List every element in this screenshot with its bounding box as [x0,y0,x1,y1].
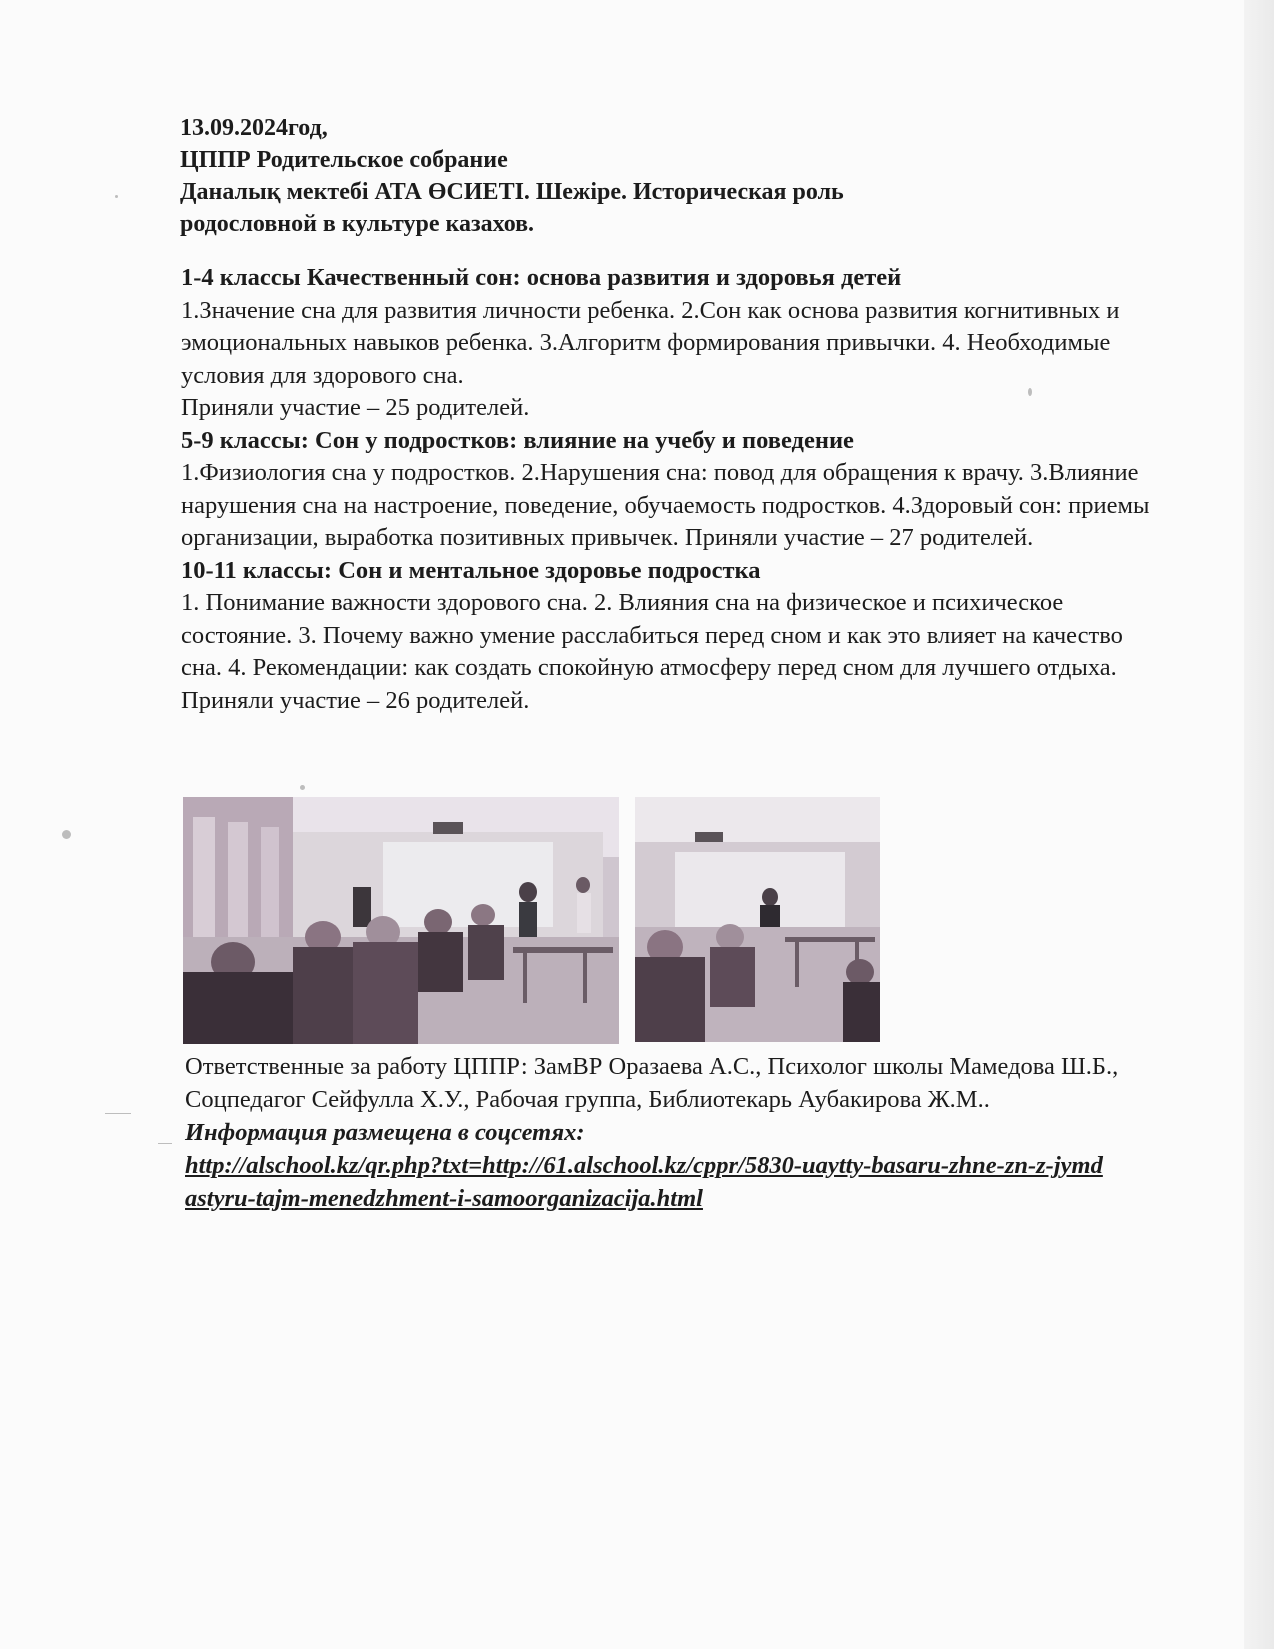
section-text-grades-5-9: 1.Физиология сна у подростков. 2.Нарушения сна: повод для обращения к врачу. 3.Влияние нарушения сна на настроение, поведение, обучаемость подростков. 4.Здоровый сон: приемы организации, выработка позитивных привычек. Приняли участие – 27 родителей. [181,459,1150,551]
section-title-grades-1-4: 1-4 классы Качественный сон: основа развития и здоровья детей [181,264,902,291]
scan-speck [105,1113,131,1114]
section-title-grades-5-9: 5-9 классы: Сон у подростков: влияние на учебу и поведение [181,426,854,454]
social-info-label: Информация размещена в соцсетях: [185,1119,585,1146]
scan-speck [115,195,118,198]
document-date: 13.09.2024год, [180,115,328,141]
meeting-photo-1 [183,797,619,1044]
document-header [180,112,1080,240]
report-footer [185,1050,1145,1215]
responsible-persons: Ответственные за работу ЦППР: ЗамВР Оразаева А.С., Психолог школы Мамедова Ш.Б., Соцпедагог Сейфулла Х.У., Рабочая группа, Библиотекарь Аубакирова Ж.М.. [185,1053,1119,1113]
document-topic-line-2: родословной в культуре казахов. [180,211,535,237]
scan-speck [158,1143,172,1144]
section-title-grades-10-11: 10-11 классы: Сон и ментальное здоровье подростка [181,556,761,584]
scan-speck [62,830,71,839]
scan-edge [1244,0,1274,1649]
scan-speck [300,785,305,790]
section-text-grades-1-4: 1.Значение сна для развития личности ребенка. 2.Сон как основа развития когнитивных и эмоциональных навыков ребенка. 3.Алгоритм формирования привычки. 4. Необходимые условия для здорового сна. [181,296,1120,389]
document-title: ЦППР Родительское собрание [180,147,508,173]
report-body [181,262,1151,717]
meeting-photo-2 [635,797,880,1042]
photo-row [183,797,883,1047]
social-info-link[interactable]: http://alschool.kz/qr.php?txt=http://61.alschool.kz/cppr/5830-uaytty-basaru-zhne-zn-z-jymdastyru-tajm-menedzhment-i-samoorganizacija.html [185,1152,1103,1212]
section-participation-grades-1-4: Приняли участие – 25 родителей. [181,394,530,421]
document-topic-line-1: Даналық мектебі АТА ӨСИЕТІ. Шежіре. Историческая роль [180,179,844,205]
section-text-grades-10-11: 1. Понимание важности здорового сна. 2. Влияния сна на физическое и психическое состояние. 3. Почему важно умение расслабиться перед сном и как это влияет на качество сна. 4. Рекомендации: как создать спокойную атмосферу перед сном для лучшего отдыха. Приняли участие – 26 родителей. [181,589,1123,714]
